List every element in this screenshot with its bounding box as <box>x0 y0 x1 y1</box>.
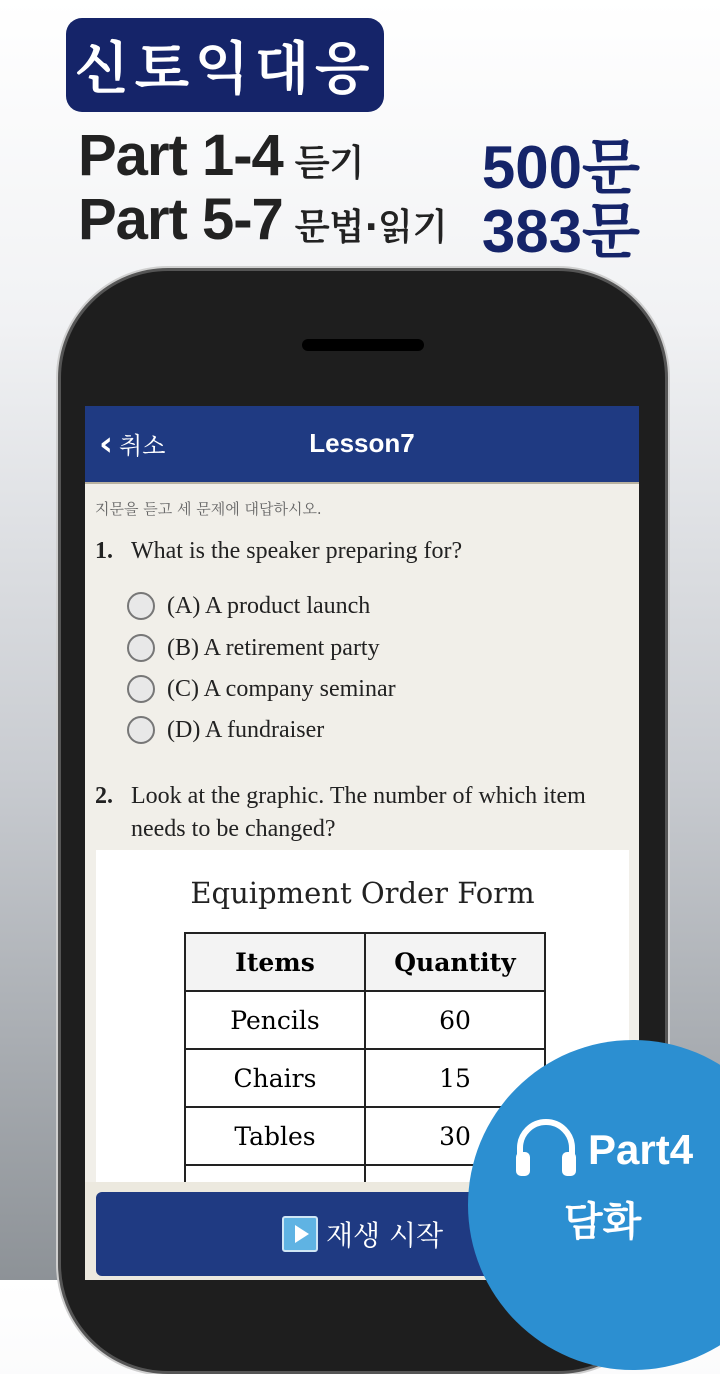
question-1 <box>95 538 462 565</box>
table-header-row <box>185 933 545 991</box>
table-row <box>185 991 545 1049</box>
promo-part-label: 듣기 <box>294 143 365 184</box>
option-label: (D) A fundraiser <box>167 716 325 743</box>
question-text: Look at the graphic. The number of which item needs to be changed? <box>131 783 586 842</box>
chevron-left-icon: ‹ <box>99 423 114 464</box>
part-number: Part4 <box>588 1126 694 1173</box>
nav-bar <box>85 406 639 484</box>
table-header: Items <box>185 933 365 991</box>
play-label: 재생 시작 <box>325 1219 444 1252</box>
promo-part-label: 문법·읽기 <box>294 207 448 248</box>
question-number: 2. <box>95 783 113 809</box>
promo-line-listening <box>78 122 364 189</box>
answer-option-d[interactable] <box>127 716 324 744</box>
table-cell: 60 <box>365 991 545 1049</box>
promo-part-range: Part 5-7 <box>78 187 283 252</box>
cancel-label: 취소 <box>119 432 166 460</box>
instruction-text: 지문을 듣고 세 문제에 대답하시오. <box>95 500 322 518</box>
question-number: 1. <box>95 538 113 564</box>
promo-part-range: Part 1-4 <box>78 123 283 188</box>
table-cell: Tables <box>185 1107 365 1165</box>
table-header: Quantity <box>365 933 545 991</box>
table-cell: 30 <box>365 1107 545 1165</box>
option-label: (C) A company seminar <box>167 675 396 702</box>
headphones-icon <box>512 1114 580 1182</box>
part-label: 담화 <box>564 1199 642 1245</box>
table-cell: 15 <box>365 1049 545 1107</box>
question-2 <box>95 780 615 846</box>
table-cell: Chairs <box>185 1049 365 1107</box>
answer-option-b[interactable] <box>127 634 380 662</box>
page-title: Lesson7 <box>309 428 415 458</box>
promo-badge: 신토익대응 <box>66 18 384 112</box>
promo-count-reading: 383문 <box>481 198 640 265</box>
table-cell: Pencils <box>185 991 365 1049</box>
phone-speaker <box>302 339 424 351</box>
promo-line-reading <box>78 186 448 253</box>
radio-button[interactable] <box>127 675 155 703</box>
play-icon <box>282 1216 318 1252</box>
radio-button[interactable] <box>127 592 155 620</box>
answer-option-c[interactable] <box>127 675 396 703</box>
graphic-title: Equipment Order Form <box>190 876 535 910</box>
radio-button[interactable] <box>127 634 155 662</box>
promo-count-listening: 500문 <box>481 134 640 201</box>
option-label: (A) A product launch <box>167 592 371 619</box>
radio-button[interactable] <box>127 716 155 744</box>
option-label: (B) A retirement party <box>167 634 380 661</box>
answer-option-a[interactable] <box>127 592 370 620</box>
question-text: What is the speaker preparing for? <box>131 538 463 564</box>
table-row <box>185 1049 545 1107</box>
